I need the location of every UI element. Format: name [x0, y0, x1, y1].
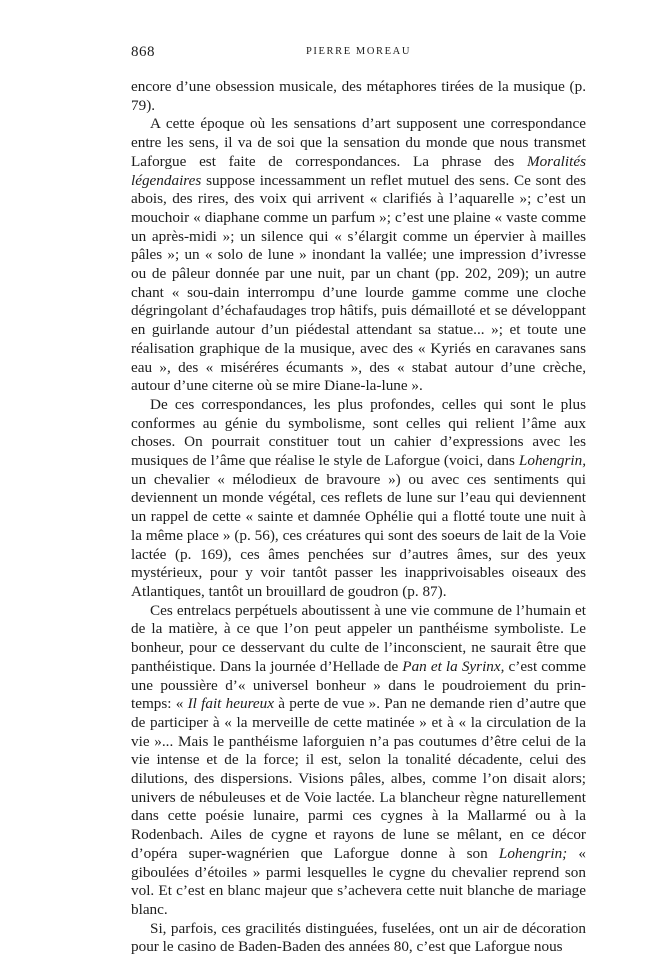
text-run: suppose incessamment un reflet mutuel des sens. Ce sont des abois, des rires, des voix qui arrivent « clarifiés à l’aquarelle »; c’est un mouchoir « diaphane comme un parfum »; c’est une plaine « vaste comme un après-midi »; un silence qui « s’élargit comme un épervier à mailles pâles »; un « solo de lune » inondant la vallée; une impression d’ivresse ou de pâleur donnée par une nuit, par un chant (pp. 202, 209); un autre chant « sou-dain interrompu d’une lourde gamme comme une cloche dégringolant d’échafaudages trop hâtifs, puis démailloté et se développant en guirlande autour d’un piédestal attendant sa statue... »; et toute une réalisation graphique de la musique, avec des « Kyriés en caravanes sans eau », des « miséréres écumants », des « stabat autour d’une crèche, autour d’une citerne où se mire Diane-la-lune ». [131, 171, 586, 395]
paragraph [131, 602, 586, 920]
paragraph [131, 396, 586, 602]
running-title: PIERRE MOREAU [305, 46, 412, 57]
text-run: A cette époque où les sensations d’art supposent une correspondance entre les sens, il va de soi que la sensation du monde que nous transmet Laforgue est faite de correspondances. La phrase des [131, 115, 586, 170]
paragraph [131, 115, 586, 396]
body-text [131, 78, 586, 957]
text-run: encore d’une obsession musicale, des métaphores tirées de la musique (p. 79). [131, 78, 586, 114]
text-run: à perte de vue ». Pan ne demande rien d’autre que de participer à « la merveille de cette matinée » et à « la circulation de la vie »... Mais le panthéisme laforguien n’a pas coutumes d’être celui de la vie intense et de la force; il est, selon la tonalité décadente, celui des dilutions, des dispersions. Visions pâles, albes, comme l’on disait alors; univers de nébuleuses et de Voie lactée. La blancheur règne naturellement dans cette poésie lunaire, parmi ces cygnes à la Mallarmé ou à la Rodenbach. Ailes de cygne et rayons de lune se mêlant, en ce décor d’opéra super-wagnérien que Laforgue donne à son [131, 695, 586, 862]
italic-run: Pan et la Syrinx, [402, 657, 505, 675]
italic-run: Moralités légendaires [131, 152, 586, 189]
text-run: un chevalier « mélodieux de bravoure ») ou avec ces sentiments qui deviennent un monde végétal, ces reflets de lune sur l’eau qui deviennent un rappel de cette « sainte et damnée Ophélie qui a flotté toute une nuit à la même place » (p. 56), ces créatures qui sont des soeurs de lait de la Voie lactée (p. 169), ces âmes penchées sur d’autres âmes, sur des yeux mystérieux, pour y voir tantôt passer les inapprivoisables oiseaux des Atlantiques, tantôt un brouillard de goudron (p. 87). [131, 470, 586, 600]
text-run: De ces correspondances, les plus profondes, celles qui sont le plus conformes au génie du symbolisme, sont celles qui relient l’âme aux choses. On pourrait constituer tout un cahier d’expressions avec les musiques de l’âme que réalise le style de Laforgue (voici, dans [131, 395, 586, 470]
italic-run: Lohengrin; [498, 844, 568, 862]
page-number: 868 [131, 44, 155, 60]
text-run: Si, parfois, ces gracilités distinguées, fuselées, ont un air de décoration pour le casino de Baden-Baden des années 80, c’est que Laforgue nous [131, 919, 586, 956]
text-run: « giboulées d’étoiles » parmi lesquelles le cygne du chevalier reprend son vol. Et c’est en blanc majeur que s’achevera cette nuit blanche de mariage blanc. [131, 844, 587, 918]
paragraph [131, 920, 586, 957]
running-head [131, 44, 586, 64]
text-run: Ces entrelacs perpétuels aboutissent à une vie commune de l’humain et de la matière, à ce que l’on peut appeler un panthéisme symboliste. Le bonheur, pour ce desservant du culte de l’inconscient, ne saurait être que panthéistique. Dans la journée d’Hellade de [131, 601, 586, 675]
italic-run: Il fait heureux [187, 695, 274, 713]
paragraph [131, 78, 586, 115]
text-run: c’est comme une poussière d’« universel bonheur » dans le poudroiement du prin-temps: « [131, 657, 587, 713]
italic-run: Lohengrin, [518, 452, 586, 470]
